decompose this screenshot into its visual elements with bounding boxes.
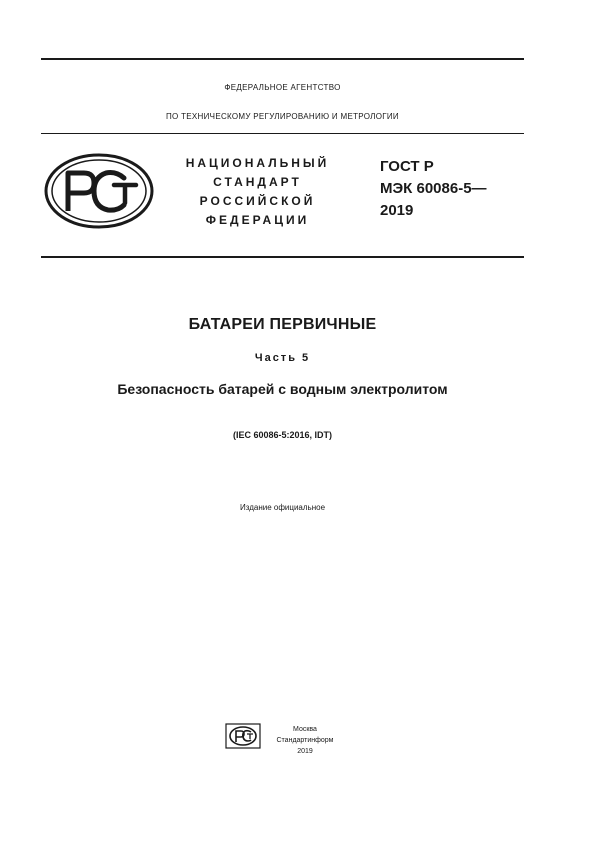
agency-line-2: ПО ТЕХНИЧЕСКОМУ РЕГУЛИРОВАНИЮ И МЕТРОЛОГИИ xyxy=(166,112,399,121)
top-rule xyxy=(41,58,524,60)
publisher-year: 2019 xyxy=(297,748,313,755)
standartinform-logo-icon xyxy=(225,723,261,749)
designation-line-1: НАЦИОНАЛЬНЫЙ xyxy=(185,156,330,170)
document-part: Часть 5 xyxy=(254,352,311,364)
designation-line-4: ФЕДЕРАЦИИ xyxy=(205,213,310,227)
header-divider xyxy=(41,133,524,134)
edition-note: Издание официальное xyxy=(239,503,326,512)
standard-number-line-1: ГОСТ Р xyxy=(380,158,434,175)
publisher-info xyxy=(262,724,348,757)
standard-number-line-2: МЭК 60086-5— xyxy=(380,180,487,197)
designation-divider xyxy=(41,256,524,258)
designation-line-3: РОССИЙСКОЙ xyxy=(199,194,316,208)
standard-number xyxy=(380,156,487,222)
standard-number-line-3: 2019 xyxy=(380,202,414,219)
rst-gost-mark-icon xyxy=(44,153,154,229)
agency-line-1: ФЕДЕРАЛЬНОЕ АГЕНТСТВО xyxy=(224,83,341,92)
designation-line-2: СТАНДАРТ xyxy=(213,175,302,189)
publisher-name: Стандартинформ xyxy=(276,737,334,744)
document-subtitle: Безопасность батарей с водным электролитом xyxy=(117,381,448,397)
iec-reference: (IEC 60086-5:2016, IDT) xyxy=(232,430,333,440)
publisher-city: Москва xyxy=(293,726,317,733)
national-standard-designation xyxy=(175,154,340,230)
document-title: БАТАРЕИ ПЕРВИЧНЫЕ xyxy=(188,316,377,333)
